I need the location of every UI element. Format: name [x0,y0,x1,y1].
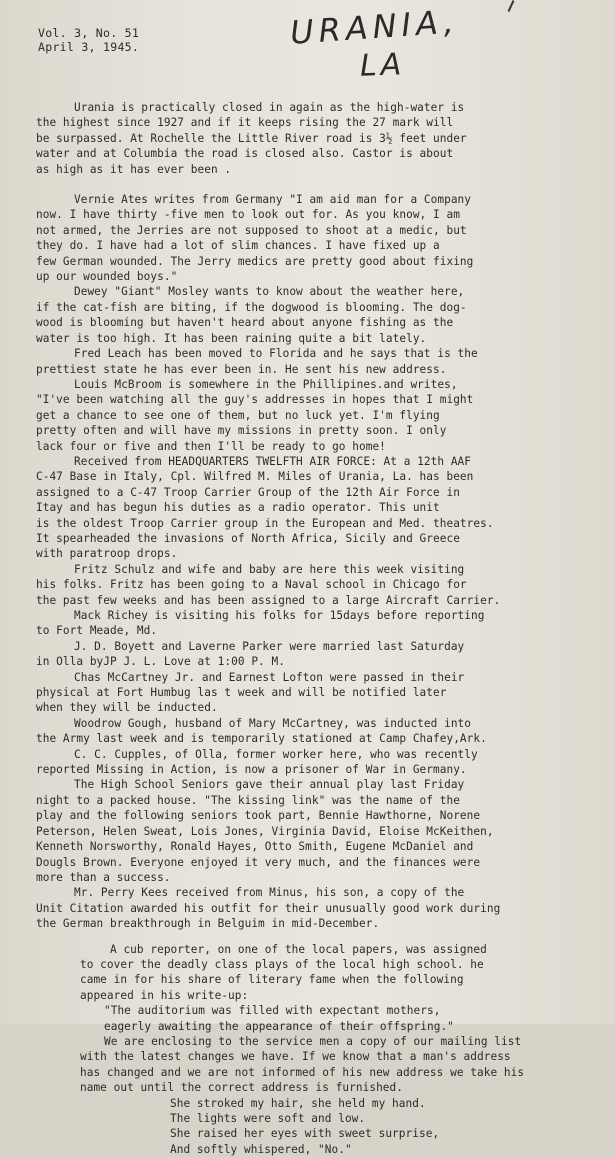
text-line: The lights were soft and low. [170,1112,366,1125]
text-line: prettiest state he has ever been in. He sent his new address. [36,362,447,376]
text-line: Unit Citation awarded his outfit for their unusually good work during [36,901,501,915]
text-line: few German wounded. The Jerry medics are pretty good about fixing [36,254,474,268]
volume-number: Vol. 3, No. 51 [38,26,140,40]
text-line: now. I have thirty -five men to look out for. As you know, I am [36,208,460,222]
text-line: Fred Leach has been moved to Florida and he says that is the [74,347,478,361]
text-line: She raised her eyes with sweet surprise, [170,1127,440,1141]
text-line: She stroked my hair, she held my hand. [170,1096,426,1110]
text-line: the German breakthrough in Belguim in mid-December. [36,917,380,931]
text-line: Louis McBroom is somewhere in the Phillipines.and writes, [74,377,458,391]
text-line: Itay and has begun his duties as a radio operator. This unit [36,501,440,515]
text-line: in Olla byJP J. L. Love at 1:00 P. M. [36,655,285,669]
text-line: his folks. Fritz has been going to a Naval school in Chicago for [36,578,467,592]
issue-date: April 3, 1945. [38,40,140,54]
text-line: night to a packed house. "The kissing link" was the name of the [36,793,460,807]
text-line: Received from HEADQUARTERS TWELFTH AIR FORCE: At a 12th AAF [74,454,472,468]
text-line: with paratroop drops. [36,547,178,561]
text-line: Vernie Ates writes from Germany "I am aid man for a Company [74,193,472,207]
text-line: the past few weeks and has been assigned to a large Aircraft Carrier. [36,593,501,607]
text-line: get a chance to see one of them, but no luck yet. I'm flying [36,408,440,422]
text-line: they do. I have had a lot of slim chances. I have fixed up a [36,239,440,253]
text-line: reported Missing in Action, is now a prisoner of War in Germany. [36,763,467,777]
text-line: be surpassed. At Rochelle the Little River road is 3½ feet under [36,131,467,145]
text-line: when they will be inducted. [36,701,218,715]
text-line: A cub reporter, on one of the local papers, was assigned [110,942,487,956]
text-line: water is too high. It has been raining quite a bit lately. [36,331,427,345]
text-line: Dougls Brown. Everyone enjoyed it very much, and the finances were [36,855,481,869]
text-line: "The auditorium was filled with expectant mothers, [104,1004,441,1018]
text-line: to Fort Meade, Md. [36,624,158,638]
text-line: Woodrow Gough, husband of Mary McCartney, was inducted into [74,716,472,730]
newsletter-body [36,100,586,1157]
text-line: to cover the deadly class plays of the local high school. he [80,957,484,971]
spacer [36,177,586,192]
text-line: more than a success. [36,870,171,884]
handwritten-state: LA [359,47,406,84]
text-line: C. C. Cupples, of Olla, former worker here, who was recently [74,747,478,761]
text-line: And softly whispered, "No." [170,1142,352,1156]
text-line: It spearheaded the invasions of North Africa, Sicily and Greece [36,531,460,545]
text-line: wood is blooming but haven't heard about anyone fishing as the [36,316,454,330]
text-line: if the cat-fish are biting, if the dogwood is blooming. The dog- [36,300,467,314]
handwritten-place: URANIA, [288,2,460,52]
masthead [38,26,139,54]
text-line: J. D. Boyett and Laverne Parker were married last Saturday [74,639,465,653]
text-line: the Army last week and is temporarily stationed at Camp Chafey,Ark. [36,732,487,746]
text-line: water and at Columbia the road is closed also. Castor is about [36,147,454,161]
text-line: "I've been watching all the guy's addresses in hopes that I might [36,393,474,407]
text-line: is the oldest Troop Carrier group in the European and Med. theatres. [36,516,494,530]
text-line: We are enclosing to the service men a copy of our mailing list [104,1034,522,1048]
text-line: assigned to a C-47 Troop Carrier Group of the 12th Air Force in [36,485,460,499]
text-line: has changed and we are not informed of his new address we take his [80,1065,525,1079]
text-line: not armed, the Jerries are not supposed to shoot at a medic, but [36,223,467,237]
text-line: Chas McCartney Jr. and Earnest Lofton were passed in their [74,670,465,684]
text-line: lack four or five and then I'll be ready to go home! [36,439,386,453]
text-line: as high as it has ever been . [36,162,232,176]
text-line: Dewey "Giant" Mosley wants to know about the weather here, [74,285,465,299]
text-line: up our wounded boys." [36,270,178,284]
text-line: C-47 Base in Italy, Cpl. Wilfred M. Miles of Urania, La. has been [36,470,474,484]
text-line: with the latest changes we have. If we know that a man's address [80,1050,511,1064]
text-line: Fritz Schulz and wife and baby are here this week visiting [74,562,465,576]
text-line: Peterson, Helen Sweat, Lois Jones, Virginia David, Eloise McKeithen, [36,824,494,838]
text-line: name out until the correct address is furnished. [80,1081,403,1095]
text-line: eagerly awaiting the appearance of their offspring." [104,1019,454,1033]
pen-stroke [508,0,515,12]
text-line: appeared in his write-up: [80,988,249,1002]
text-line: came in for his share of literary fame when the following [80,973,464,987]
text-line: Urania is practically closed in again as the high-water is [74,101,465,114]
text-line: physical at Fort Humbug las t week and will be notified later [36,686,447,700]
spacer [36,932,586,942]
text-line: pretty often and will have my missions in pretty soon. I only [36,424,447,438]
text-line: the highest since 1927 and if it keeps rising the 27 mark will [36,116,454,130]
text-line: Mack Richey is visiting his folks for 15days before reporting [74,609,485,622]
text-line: Kenneth Norsworthy, Ronald Hayes, Otto Smith, Eugene McDaniel and [36,840,474,854]
text-line: The High School Seniors gave their annual play last Friday [74,778,465,792]
text-line: play and the following seniors took part, Bennie Hawthorne, Norene [36,809,481,823]
text-line: Mr. Perry Kees received from Minus, his son, a copy of the [74,886,465,900]
